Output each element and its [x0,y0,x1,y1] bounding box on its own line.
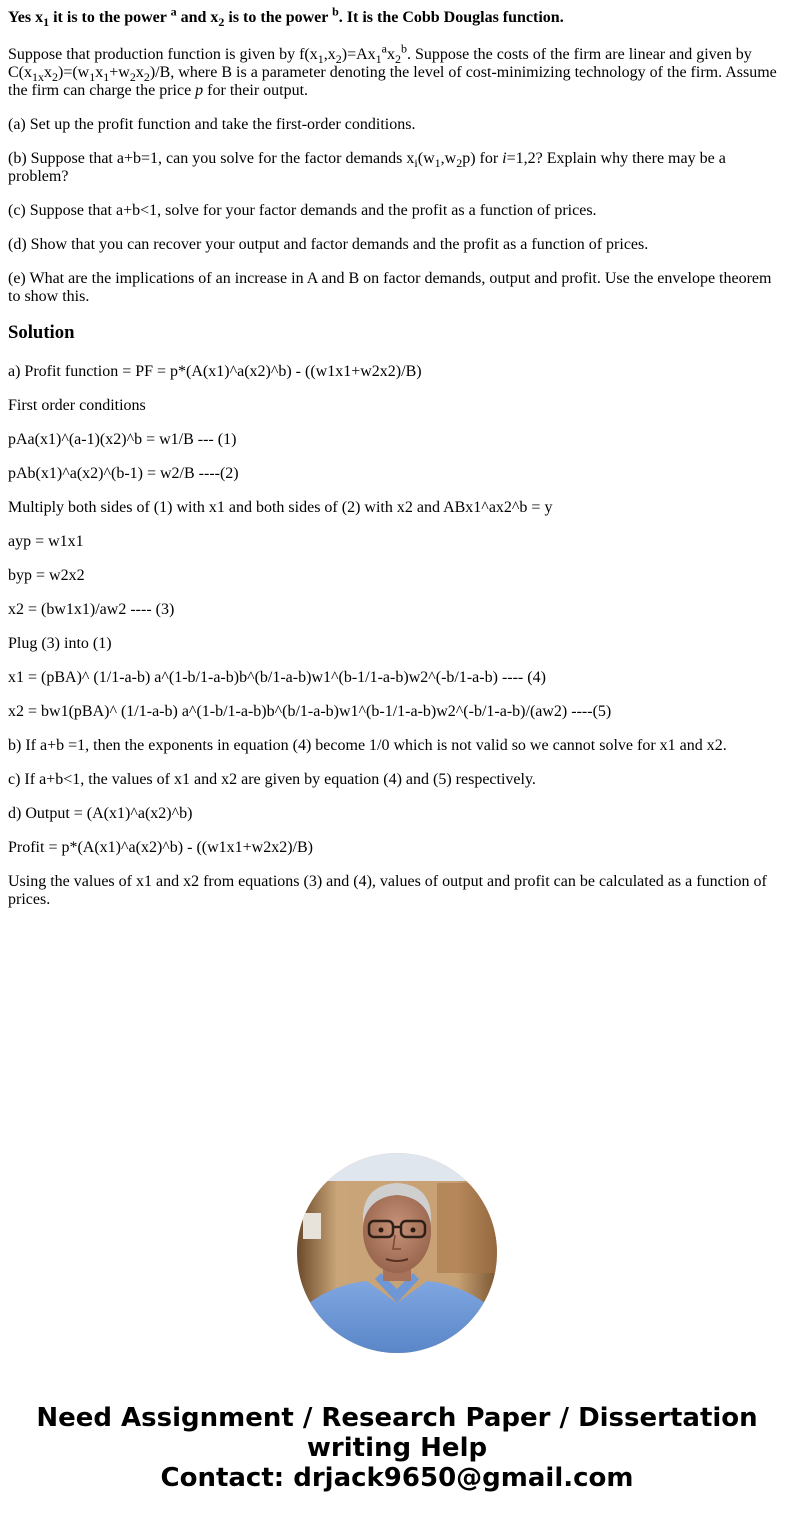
solution-line: Plug (3) into (1) [8,635,112,652]
document-body [8,4,786,925]
solution-line: b) If a+b =1, then the exponents in equation (4) become 1/0 which is not valid so we cannot solve for x1 and x2. [8,737,727,754]
solution-line: d) Output = (A(x1)^a(x2)^b) [8,805,193,822]
solution-line: byp = w2x2 [8,567,85,584]
contact-banner [0,1403,794,1493]
banner-line: Need Assignment / Research Paper / Dissertation [36,1403,758,1433]
question-e: (e) What are the implications of an increase in A and B on factor demands, output and profit. Use the envelope theorem to show this. [8,270,772,305]
question-b: (b) Suppose that a+b=1, can you solve for the factor demands $x_i(w_1,w_2p)$ for i=1,2? Explain why there may be a problem? [8,150,726,185]
solution-line: x1 = (pBA)^ (1/1-a-b) a^(1-b/1-a-b)b^(b/1-a-b)w1^(b-1/1-a-b)w2^(-b/1-a-b) ---- (4) [8,669,546,686]
question-a: (a) Set up the profit function and take the first-order conditions. [8,116,416,133]
header-note: Yes $x_1$ it is to the power $^a$ and $x_2$ is to the power $^b$. It is the Cobb Douglas function. [8,4,564,30]
solution-line: Profit = p*(A(x1)^a(x2)^b) - ((w1x1+w2x2)/B) [8,839,313,856]
solution-line: pAa(x1)^(a-1)(x2)^b = w1/B --- (1) [8,431,237,448]
solution-line: pAb(x1)^a(x2)^(b-1) = w2/B ----(2) [8,465,239,482]
banner-line: writing Help [306,1433,488,1463]
solution-line: First order conditions [8,397,146,414]
problem-intro: Suppose that production function is given by $f(x_1,x_2)=Ax_1^ax_2^b$. Suppose the costs of the firm are linear and given by $C(x_{1x}x_2)=(w_1x_1+w_2x_2)/B$, where B is a parameter denoting the level of cost-minimizing technology of the firm. Assume the firm can charge the price p for their output. [8,41,777,99]
portrait-photo [297,1153,497,1353]
solution-line: Using the values of x1 and x2 from equations (3) and (4), values of output and profit can be calculated as a function of prices. [8,873,767,908]
solution-heading: Solution [8,322,75,343]
question-c: (c) Suppose that a+b<1, solve for your factor demands and the profit as a function of prices. [8,202,597,219]
solution-line: c) If a+b<1, the values of x1 and x2 are given by equation (4) and (5) respectively. [8,771,536,788]
solution-line: x2 = (bw1x1)/aw2 ---- (3) [8,601,175,618]
solution-line: a) Profit function = PF = p*(A(x1)^a(x2)^b) - ((w1x1+w2x2)/B) [8,363,422,380]
solution-line: x2 = bw1(pBA)^ (1/1-a-b) a^(1-b/1-a-b)b^(b/1-a-b)w1^(b-1/1-a-b)w2^(-b/1-a-b)/(aw2) ----(5) [8,703,612,720]
contact-email: Contact: drjack9650@gmail.com [160,1463,634,1493]
question-d: (d) Show that you can recover your output and factor demands and the profit as a function of prices. [8,236,649,253]
solution-line: ayp = w1x1 [8,533,84,550]
solution-line: Multiply both sides of (1) with x1 and both sides of (2) with x2 and ABx1^ax2^b = y [8,499,553,516]
avatar [297,1153,497,1353]
